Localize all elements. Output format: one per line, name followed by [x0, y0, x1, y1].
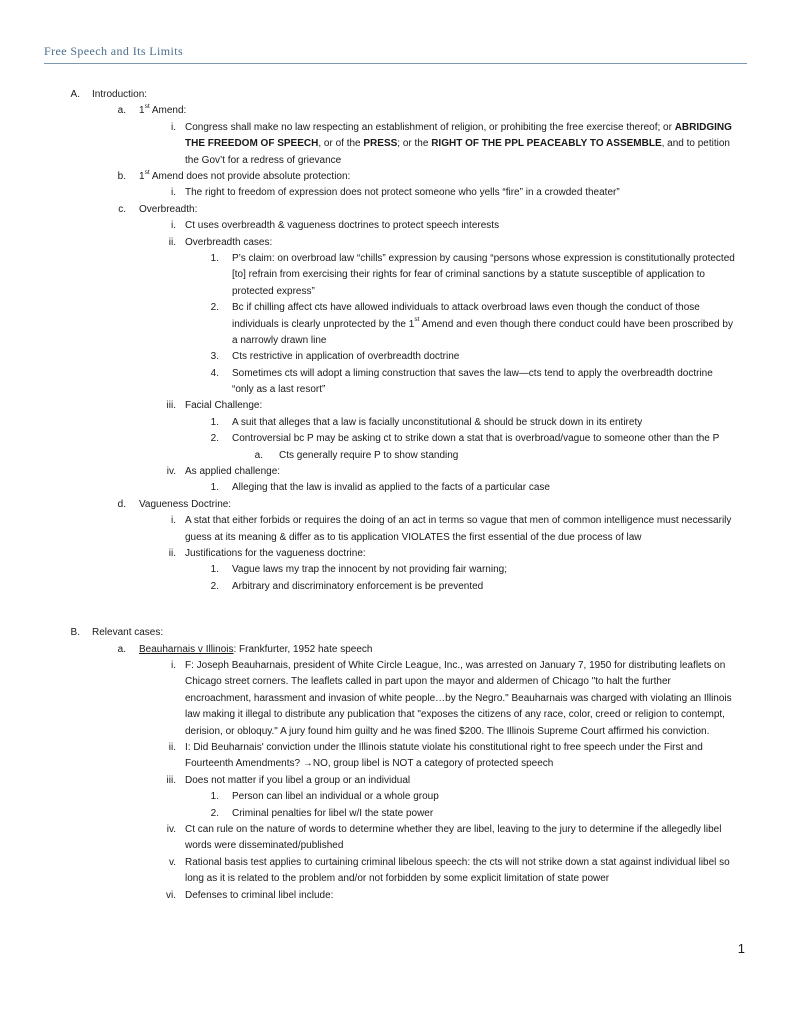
outline-text: Congress shall make no law respecting an establishment of religion, or prohibiting the free exercise thereof; or ABRIDGING THE FREEDOM OF SPEECH, or of the PRESS; or the RIGHT OF THE PPL PEACEABLY TO ASSEMBLE, and to petition the Gov’t for a redress of grievance: [185, 121, 732, 166]
outline-item: [0, 822, 791, 855]
outline-text: Arbitrary and discriminatory enforcement is be prevented: [232, 580, 484, 592]
outline-item: [0, 415, 791, 431]
section-spacer: [0, 595, 791, 625]
outline-text: F: Joseph Beauharnais, president of White Circle League, Inc., was arrested on January 7, 1950 for distributing leaflets on Chicago street corners. The leaflets called in part upon the mayor and aldermen of Chicago "to halt the further encroachment, harassment and invasion of white people…by the Negro." Beauharnais was charged with violating an Illinois law making it illegal to distribute any publication that "exposes the citizens of any race, color, creed or religion to contempt, derision, or obloquy." A jury found him guilty and he was fined $200. The Illinois Supreme Court affirmed his conviction.: [185, 659, 732, 737]
page-header-title: Free Speech and Its Limits: [44, 44, 184, 58]
outline-marker: 4.: [210, 367, 219, 379]
outline-marker: iv.: [166, 823, 176, 835]
outline-marker: 2.: [210, 433, 219, 445]
outline-text: Cts generally require P to show standing: [279, 449, 459, 461]
outline-item: [0, 235, 791, 251]
outline-text: Alleging that the law is invalid as applied to the facts of a particular case: [232, 482, 550, 494]
outline-item: [0, 625, 791, 641]
outline-text: I: Did Beuharnais' conviction under the Illinois statute violate his constitutional right to free speech under the First and Fourteenth Amendments? →NO, group libel is NOT a category of protected speech: [185, 741, 703, 770]
outline-marker: i.: [171, 659, 176, 671]
outline-item: [0, 888, 791, 904]
outline-item: [0, 300, 791, 349]
outline-text: A stat that either forbids or requires the doing of an act in terms so vague that men of common intelligence must necessarily guess at its meaning & differ as to tis application VIOLATES the first essential of the due process of law: [185, 515, 732, 543]
outline-text: Defenses to criminal libel include:: [185, 889, 334, 901]
outline-text: Criminal penalties for libel w/I the state power: [232, 807, 434, 819]
outline-text: Sometimes cts will adopt a liming construction that saves the law—cts tend to apply the overbreadth doctrine “only as a last resort”: [232, 367, 713, 396]
outline-item: [0, 480, 791, 496]
outline-marker: 1.: [210, 564, 219, 576]
page-number: 1: [737, 941, 745, 956]
outline-item: [0, 218, 791, 234]
outline-marker: 3.: [210, 351, 219, 363]
outline-marker: A.: [70, 89, 80, 100]
outline-marker: a.: [117, 643, 126, 655]
outline-marker: d.: [117, 498, 126, 510]
outline-item: [0, 464, 791, 480]
outline-item: [0, 251, 791, 300]
outline-item: [0, 806, 791, 822]
outline-item: [0, 448, 791, 464]
outline-marker: iii.: [166, 774, 176, 786]
outline-item: [0, 87, 791, 103]
outline-marker: i.: [171, 187, 176, 199]
outline-item: [0, 855, 791, 888]
outline-item: [0, 773, 791, 789]
outline-item: [0, 740, 791, 773]
outline-text: Overbreadth:: [139, 203, 198, 215]
outline-marker: ii.: [168, 548, 176, 560]
outline-text: Overbreadth cases:: [185, 236, 273, 248]
outline-item: [0, 579, 791, 595]
outline-item: [0, 497, 791, 513]
outline-text: Introduction:: [92, 89, 148, 100]
outline-item: [0, 789, 791, 805]
outline-text: Does not matter if you libel a group or an individual: [185, 774, 411, 786]
outline-marker: ii.: [168, 741, 176, 753]
outline-marker: a.: [254, 449, 263, 461]
outline-item: [0, 546, 791, 562]
outline-item: [0, 513, 791, 546]
outline-text: Person can libel an individual or a whole group: [232, 791, 439, 803]
outline-text: Vagueness Doctrine:: [139, 498, 232, 510]
outline-text: Bc if chilling affect cts have allowed individuals to attack overbroad laws even though the conduct of those individuals is clearly unprotected by the 1st Amend and even though there conduct could have been proscribed by a narrowly drawn line: [232, 302, 733, 346]
outline-text: Facial Challenge:: [185, 400, 263, 412]
outline-item: [0, 431, 791, 447]
outline-marker: iv.: [166, 466, 176, 478]
outline-text: 1st Amend does not provide absolute protection:: [139, 168, 351, 182]
outline-marker: 2.: [210, 807, 219, 819]
outline-text: Beauharnais v Illinois: Frankfurter, 1952 hate speech: [139, 643, 373, 655]
outline-text: The right to freedom of expression does not protect someone who yells “fire” in a crowded theater”: [185, 187, 620, 199]
header-divider: [44, 63, 747, 64]
outline-marker: ii.: [168, 236, 176, 248]
outline-text: Cts restrictive in application of overbreadth doctrine: [232, 351, 460, 363]
outline-marker: 1.: [210, 791, 219, 803]
outline-item: [0, 366, 791, 399]
outline-item: [0, 642, 791, 658]
outline-text: Ct uses overbreadth & vagueness doctrines to protect speech interests: [185, 220, 500, 232]
outline-text: Vague laws my trap the innocent by not providing fair warning;: [232, 564, 507, 576]
outline-item: [0, 562, 791, 578]
outline-marker: B.: [70, 627, 80, 639]
outline-body: [0, 87, 791, 904]
outline-marker: b.: [117, 170, 126, 182]
outline-item: [0, 658, 791, 740]
outline-marker: vi.: [166, 889, 176, 901]
outline-marker: 1.: [210, 416, 219, 428]
outline-text: 1st Amend:: [139, 103, 187, 117]
outline-item: [0, 185, 791, 201]
outline-item: [0, 202, 791, 218]
outline-marker: v.: [168, 856, 176, 868]
outline-text: Relevant cases:: [92, 627, 164, 639]
outline-text: P’s claim: on overbroad law “chills” expression by causing “persons whose expression is constitutionally protected [to] refrain from exercising their rights for fear of criminal sanctions by a statute susceptible of application to protected express”: [232, 252, 735, 297]
outline-item: [0, 103, 791, 119]
outline-marker: a.: [117, 105, 126, 117]
outline-marker: i.: [171, 220, 176, 232]
outline-text: Ct can rule on the nature of words to determine whether they are libel, leaving to the jury to determine if the allegedly libel words were disseminated/published: [185, 823, 722, 852]
outline-marker: 1.: [210, 252, 219, 264]
outline-item: [0, 169, 791, 185]
outline-marker: i.: [171, 121, 176, 133]
outline-marker: iii.: [166, 400, 176, 412]
outline-text: As applied challenge:: [185, 466, 281, 478]
outline-text: A suit that alleges that a law is facially unconstitutional & should be struck down in its entirety: [232, 416, 643, 428]
outline-text: Justifications for the vagueness doctrine:: [185, 548, 366, 560]
outline-text: Controversial bc P may be asking ct to strike down a stat that is overbroad/vague to someone other than the P: [232, 433, 720, 445]
outline-item: [0, 398, 791, 414]
outline-marker: 1.: [210, 482, 219, 494]
outline-marker: i.: [171, 515, 176, 527]
outline-item: [0, 349, 791, 365]
outline-marker: 2.: [210, 580, 219, 592]
outline-text: Rational basis test applies to curtaining criminal libelous speech: the cts will not strike down a stat against individual libel so long as it is related to the problem and/or not forbidden by some explicit limitation of state power: [185, 856, 730, 885]
outline-marker: c.: [118, 203, 126, 215]
outline-marker: 2.: [210, 302, 219, 314]
outline-item: [0, 120, 791, 169]
